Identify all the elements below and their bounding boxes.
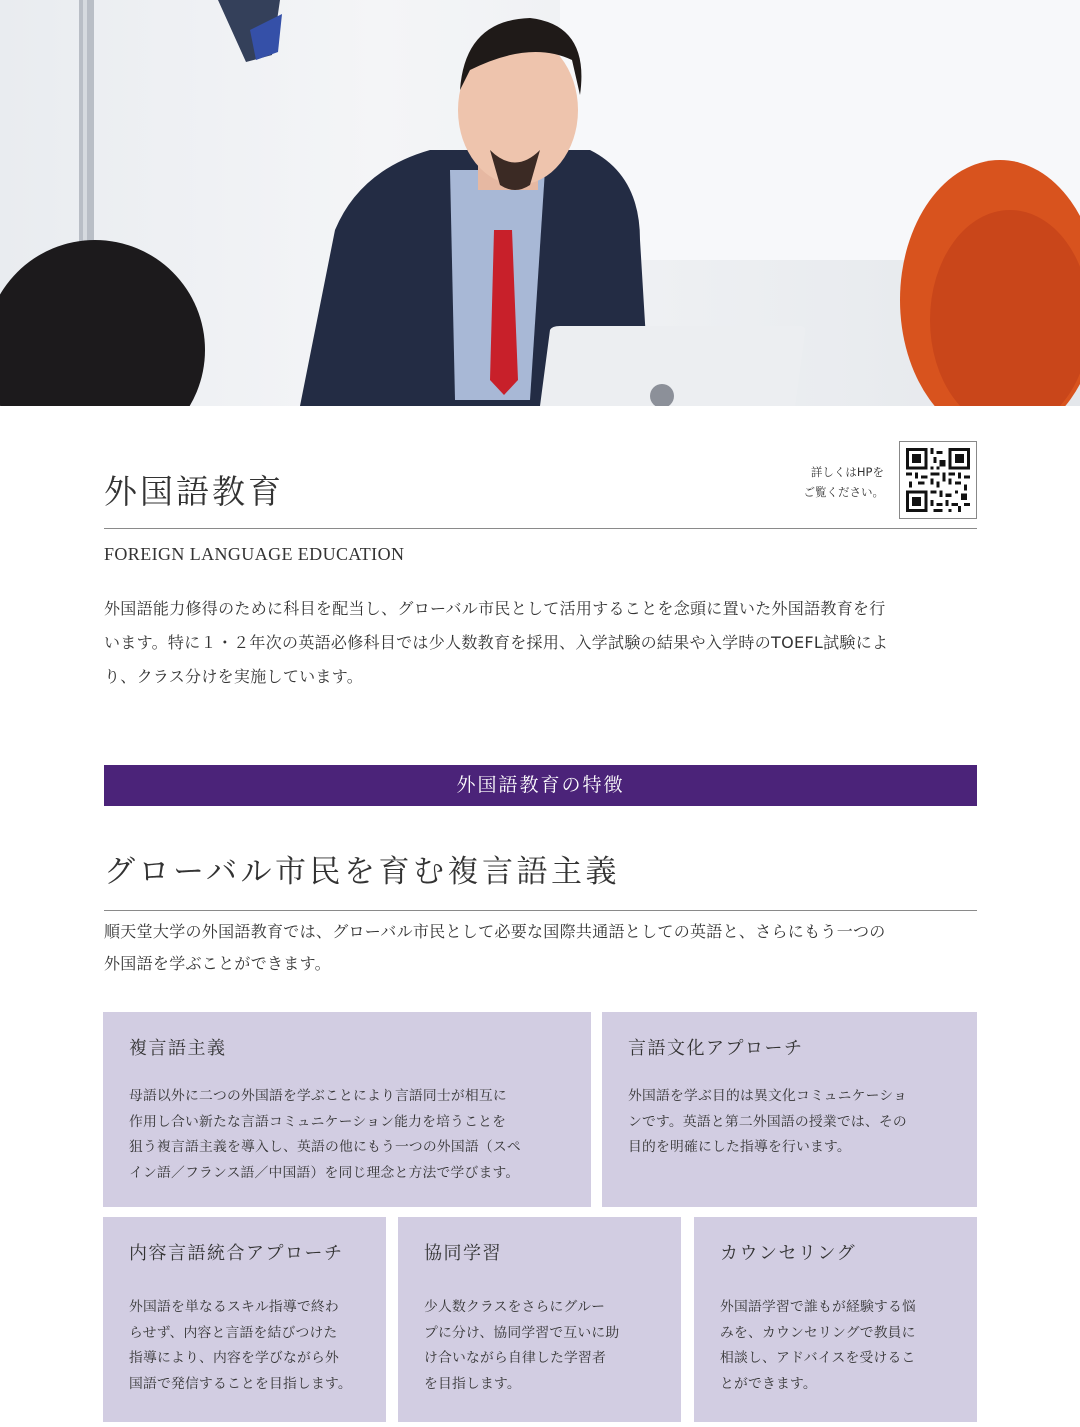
page-title: 外国語教育 xyxy=(104,472,284,511)
card-line: ンです。英語と第二外国語の授業では、その xyxy=(628,1113,907,1130)
feature-card-clil xyxy=(103,1217,386,1422)
feature-card-cooperative-learning xyxy=(398,1217,681,1422)
hp-note-line: 詳しくはHPを xyxy=(810,465,884,479)
lead-line: 外国語を学ぶことができます。 xyxy=(104,954,331,973)
headline-divider xyxy=(104,910,977,911)
hero-photo xyxy=(0,0,1080,406)
lead-paragraph xyxy=(104,916,984,980)
card-title: 複言語主義 xyxy=(129,1038,227,1059)
card-line: 少人数クラスをさらにグルー xyxy=(424,1299,606,1315)
card-line: 母語以外に二つの外国語を学ぶことにより言語同士が相互に xyxy=(129,1088,507,1104)
features-headline: グローバル市民を育む複言語主義 xyxy=(104,854,620,890)
card-line: 外国語を学ぶ目的は異文化コミュニケーショ xyxy=(628,1088,908,1104)
card-line: らせず、内容と言語を結びつけた xyxy=(129,1324,338,1341)
card-line: 狙う複言語主義を導入し、英語の他にもう一つの外国語（スペ xyxy=(129,1139,521,1155)
intro-line: 外国語能力修得のために科目を配当し、グローバル市民として活用することを念頭に置いた外国語教育を行 xyxy=(104,599,886,618)
card-line: プに分け、協同学習で互いに助 xyxy=(424,1324,620,1341)
card-line: みを、カウンセリングで教員に xyxy=(720,1324,916,1341)
card-line: 相談し、アドバイスを受けるこ xyxy=(720,1350,916,1366)
card-line: 指導により、内容を学びながら外 xyxy=(129,1350,339,1366)
card-line: 外国語学習で誰もが経験する悩 xyxy=(720,1299,916,1315)
hp-note xyxy=(780,462,884,502)
card-body xyxy=(129,1295,352,1397)
card-line: イン語／フランス語／中国語）を同じ理念と方法で学びます。 xyxy=(129,1164,520,1181)
feature-card-plurilingualism xyxy=(103,1012,591,1207)
intro-line: り、クラス分けを実施しています。 xyxy=(104,667,364,686)
features-band: 外国語教育の特徴 xyxy=(104,765,977,806)
card-body xyxy=(720,1295,916,1397)
card-line: 目的を明確にした指導を行います。 xyxy=(628,1139,851,1155)
card-title: 言語文化アプローチ xyxy=(628,1038,804,1059)
card-body xyxy=(424,1295,619,1397)
qr-code[interactable] xyxy=(899,441,977,519)
page-subtitle: FOREIGN LANGUAGE EDUCATION xyxy=(104,544,405,564)
card-line: とができます。 xyxy=(720,1375,817,1392)
card-line: け合いながら自律した学習者 xyxy=(424,1350,606,1366)
card-line: 作用し合い新たな言語コミュニケーション能力を培うことを xyxy=(129,1113,507,1130)
hero-illustration xyxy=(0,0,1080,406)
card-body xyxy=(129,1084,521,1186)
card-title: 協同学習 xyxy=(424,1243,502,1264)
feature-card-language-culture xyxy=(602,1012,977,1207)
card-line: 国語で発信することを目指します。 xyxy=(129,1375,352,1392)
card-title: カウンセリング xyxy=(720,1243,857,1264)
qr-code-icon xyxy=(906,448,970,512)
intro-line: います。特に１・２年次の英語必修科目では少人数教育を採用、入学試験の結果や入学時のTOEFL試験によ xyxy=(104,633,889,652)
feature-card-counseling xyxy=(694,1217,977,1422)
card-line: 外国語を単なるスキル指導で終わ xyxy=(129,1299,339,1315)
lead-line: 順天堂大学の外国語教育では、グローバル市民として必要な国際共通語としての英語と、さらにもう一つの xyxy=(104,922,886,941)
intro-paragraph xyxy=(104,592,984,694)
card-body xyxy=(628,1084,958,1161)
card-line: を目指します。 xyxy=(424,1375,521,1392)
title-divider xyxy=(104,528,977,529)
hp-note-line: ご覧ください。 xyxy=(803,485,884,499)
card-title: 内容言語統合アプローチ xyxy=(129,1243,344,1264)
